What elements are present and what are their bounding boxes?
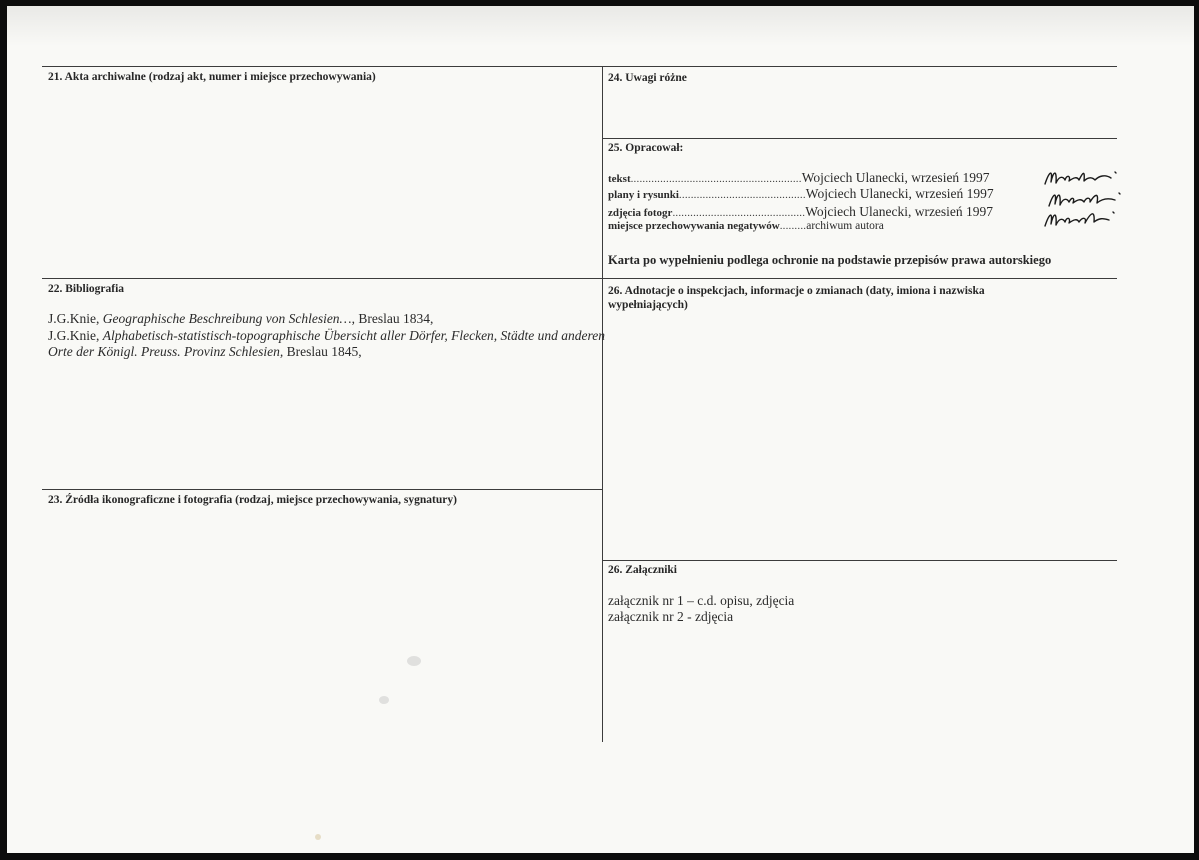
attachment-item: załącznik nr 2 - zdjęcia: [608, 609, 734, 624]
section-26-adnotacje-label: 26. Adnotacje o inspekcjach, informacje o zmianach (daty, imiona i nazwiska wypełniających): [608, 285, 985, 311]
scan-speck: [379, 696, 389, 704]
scan-speck: [407, 656, 421, 666]
bib-author: J.G.Knie,: [48, 311, 103, 326]
credit-row-tekst: [608, 170, 1048, 186]
bib-suffix: , Breslau 1834,: [351, 311, 434, 326]
section-22-label: 22. Bibliografia: [48, 283, 125, 295]
section-26-zalaczniki-label: 26. Załączniki: [608, 564, 678, 576]
credit-dots: ...........................................: [678, 189, 806, 201]
form-sheet: [7, 6, 1194, 853]
credit-value: archiwum autora: [806, 220, 884, 232]
credit-row-zdjecia: [608, 204, 1048, 220]
rule-21-22: [42, 278, 1117, 279]
credit-key: zdjęcia fotogr: [608, 207, 673, 219]
rule-22-23: [42, 489, 603, 490]
rule-26a-26b: [602, 560, 1117, 561]
credit-dots: .............................................: [672, 207, 806, 219]
credit-value: Wojciech Ulanecki, wrzesień 1997: [805, 186, 994, 201]
section-21-label: 21. Akta archiwalne (rodzaj akt, numer i miejsce przechowywania): [48, 71, 376, 83]
bibliography-entry: [48, 328, 608, 361]
copyright-notice: Karta po wypełnieniu podlega ochronie na podstawie przepisów prawa autorskiego: [608, 253, 1052, 267]
credit-key: tekst: [608, 173, 631, 185]
center-divider: [602, 66, 603, 742]
section-25-label: 25. Opracował:: [608, 142, 684, 154]
attachment-item: załącznik nr 1 – c.d. opisu, zdjęcia: [608, 593, 795, 608]
bib-title: Alphabetisch-statistisch-topographische Übersicht aller Dörfer, Flecken, Städte und anderen Orte der Königl. Preuss. Provinz Schlesien,: [48, 327, 606, 359]
credit-key: miejsce przechowywania negatywów: [608, 220, 780, 232]
signature-image: [1039, 162, 1124, 232]
section-23-label: 23. Źródła ikonograficzne i fotografia (rodzaj, miejsce przechowywania, sygnatury): [48, 494, 457, 506]
rule-24-25: [602, 138, 1117, 139]
scan-speck: [315, 834, 321, 840]
credit-key: plany i rysunki: [608, 189, 679, 201]
top-rule: [42, 66, 1117, 67]
bibliography-list: [48, 311, 608, 361]
credit-value: Wojciech Ulanecki, wrzesień 1997: [801, 170, 990, 185]
bib-author: J.G.Knie,: [48, 327, 103, 343]
bib-title: Geographische Beschreibung von Schlesien…: [102, 311, 352, 326]
bib-suffix: Breslau 1845,: [283, 344, 362, 359]
credit-value: Wojciech Ulanecki, wrzesień 1997: [805, 204, 994, 219]
bibliography-entry: [48, 311, 608, 328]
credit-dots: .........: [779, 220, 807, 232]
credit-row-plany: [608, 186, 1048, 202]
section-24-label: 24. Uwagi różne: [608, 72, 687, 84]
credit-row-negatywy: [608, 220, 1048, 236]
credit-dots: ..........................................................: [630, 173, 802, 185]
